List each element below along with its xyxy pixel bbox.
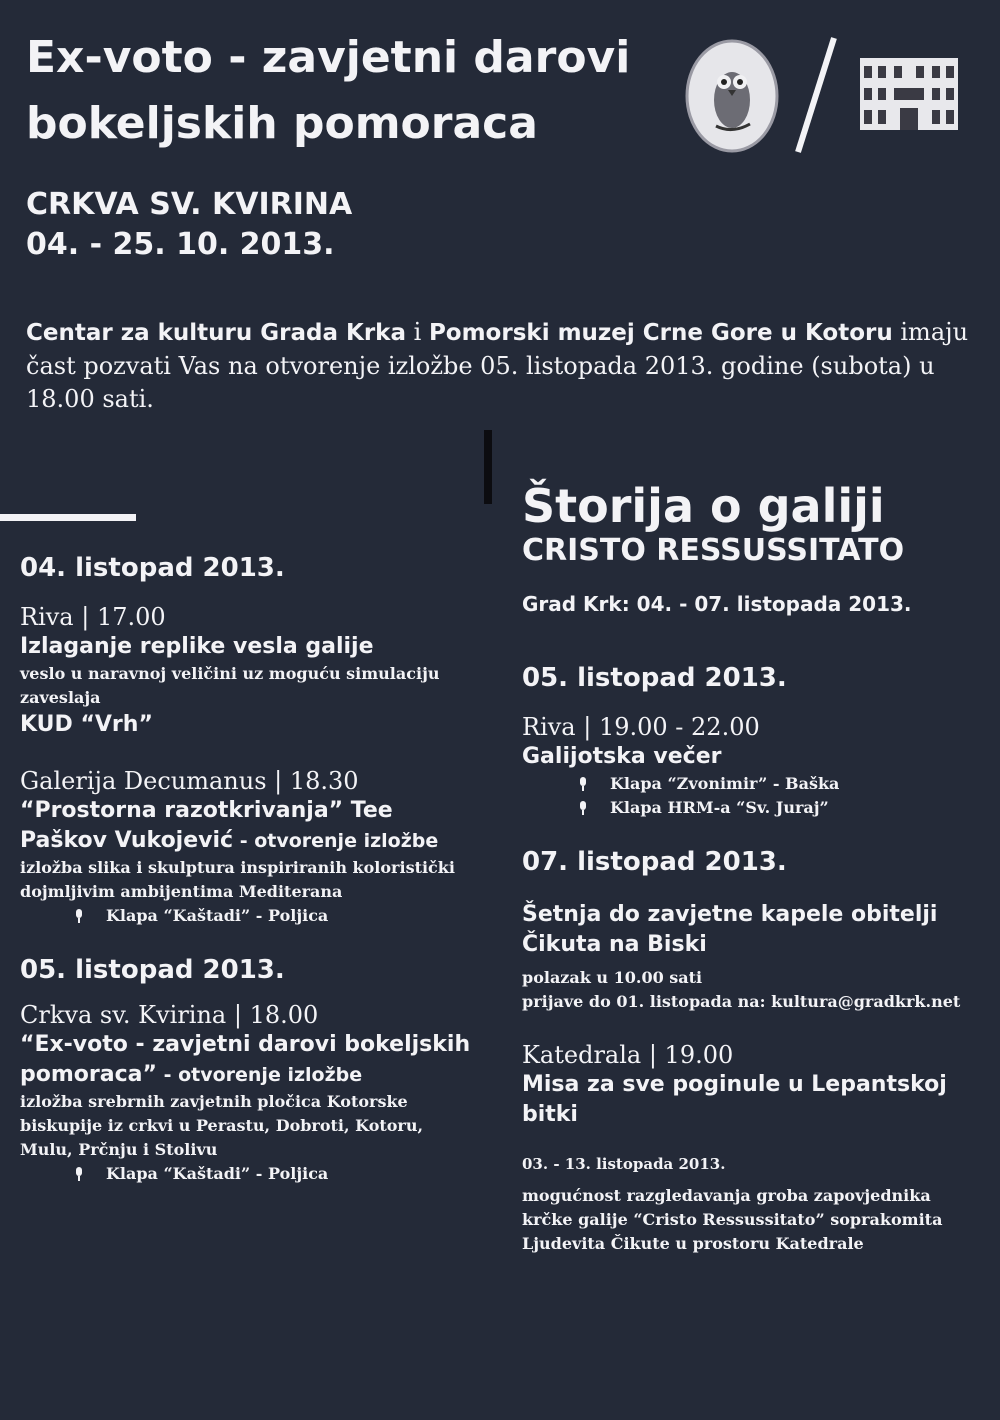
invitation-join: i (406, 318, 429, 346)
microphone-icon (578, 801, 588, 815)
event-description: veslo u naravnoj veličini uz moguću simulaciju zaveslaja (20, 664, 440, 707)
event-galerija (20, 766, 480, 928)
event-title-main: “Prostorna razotkrivanja” Tee Paškov Vukojević (20, 798, 393, 853)
performer-name: Klapa “Kaštadi” - Poljica (106, 906, 329, 925)
microphone-icon (74, 1167, 84, 1181)
event-title: Izlaganje replike vesla galije (20, 634, 374, 659)
event-group: KUD “Vrh” (20, 712, 153, 737)
vertical-rule (484, 430, 492, 504)
event-title-main: “Ex-voto - zavjetni darovi bokeljskih pomoraca” (20, 1032, 471, 1087)
venue: CRKVA SV. KVIRINA (26, 187, 353, 222)
title-line-2: bokeljskih pomoraca (26, 98, 538, 149)
performer-name: Klapa HRM-a “Sv. Juraj” (610, 798, 829, 817)
event-setnja (522, 900, 982, 1014)
performer (20, 904, 480, 928)
performer (522, 796, 982, 820)
organizer-2: Pomorski muzej Crne Gore u Kotoru (428, 320, 893, 346)
event-description: polazak u 10.00 sati (522, 968, 703, 987)
event-title: Šetnja do zavjetne kapele obitelji Čikuta na Biski (522, 902, 938, 957)
event-title-suffix: - otvorenje izložbe (233, 830, 439, 852)
storija-title: Štorija o galiji (522, 479, 885, 533)
museum-building-icon (860, 58, 958, 130)
event-riva (20, 602, 480, 740)
event-description: izložba srebrnih zavjetnih pločica Kotorske biskupije iz crkvi u Perastu, Dobroti, Kotoru, Mulu, Prčnju i Stolivu (20, 1092, 424, 1159)
invitation-body: imaju čast pozvati Vas na otvorenje izložbe 05. listopada 2013. godine (subota) u 18.00 sati. (26, 318, 969, 413)
event-description: izložba slika i skulptura inspiriranih koloristički dojmljivim ambijentima Mediterana (20, 858, 455, 901)
storija-subtitle: CRISTO RESSUSSITATO (522, 533, 905, 568)
performer-name: Klapa “Zvonimir” - Baška (610, 774, 840, 793)
invitation-text (26, 316, 976, 416)
event-date-range: 03. - 13. listopada 2013. (522, 1155, 726, 1173)
event-galijotska (522, 712, 982, 820)
event-description: mogućnost razgledavanja groba zapovjednika krčke galije “Cristo Ressussitato” soprakomita Ljudevita Čikute u prostoru Katedrale (522, 1186, 943, 1253)
day-heading: 04. listopad 2013. (20, 553, 285, 583)
day-heading: 07. listopad 2013. (522, 847, 787, 877)
event-title: Misa za sve poginule u Lepantskoj bitki (522, 1072, 947, 1127)
event-registration: prijave do 01. listopada na: kultura@gradkrk.net (522, 992, 961, 1011)
right-column (522, 480, 982, 1282)
event-katedrala (522, 1040, 982, 1256)
event-crkva (20, 1000, 480, 1186)
left-column (20, 552, 480, 1212)
day-heading: 05. listopad 2013. (20, 955, 285, 985)
microphone-icon (578, 777, 588, 791)
exhibition-dates: 04. - 25. 10. 2013. (26, 227, 335, 262)
event-title-suffix: - otvorenje izložbe (156, 1064, 363, 1086)
owl-emblem-icon (684, 38, 780, 154)
storija-period: Grad Krk: 04. - 07. listopada 2013. (522, 592, 912, 616)
day-heading: 05. listopad 2013. (522, 663, 787, 693)
event-title (20, 1030, 480, 1090)
event-title: Galijotska večer (522, 744, 722, 769)
title-line-1: Ex-voto - zavjetni darovi (26, 32, 631, 83)
slash-divider-icon (790, 36, 840, 156)
event-place: Riva | 19.00 - 22.00 (522, 713, 760, 741)
performer-name: Klapa “Kaštadi” - Poljica (106, 1164, 329, 1183)
event-title (20, 796, 480, 856)
performer (522, 772, 982, 796)
event-place: Riva | 17.00 (20, 603, 166, 631)
microphone-icon (74, 909, 84, 923)
event-place: Crkva sv. Kvirina | 18.00 (20, 1001, 319, 1029)
event-place: Galerija Decumanus | 18.30 (20, 767, 359, 795)
performer (20, 1162, 480, 1186)
organizer-1: Centar za kulturu Grada Krka (26, 320, 406, 346)
horizontal-rule (0, 514, 136, 521)
event-place: Katedrala | 19.00 (522, 1041, 734, 1069)
